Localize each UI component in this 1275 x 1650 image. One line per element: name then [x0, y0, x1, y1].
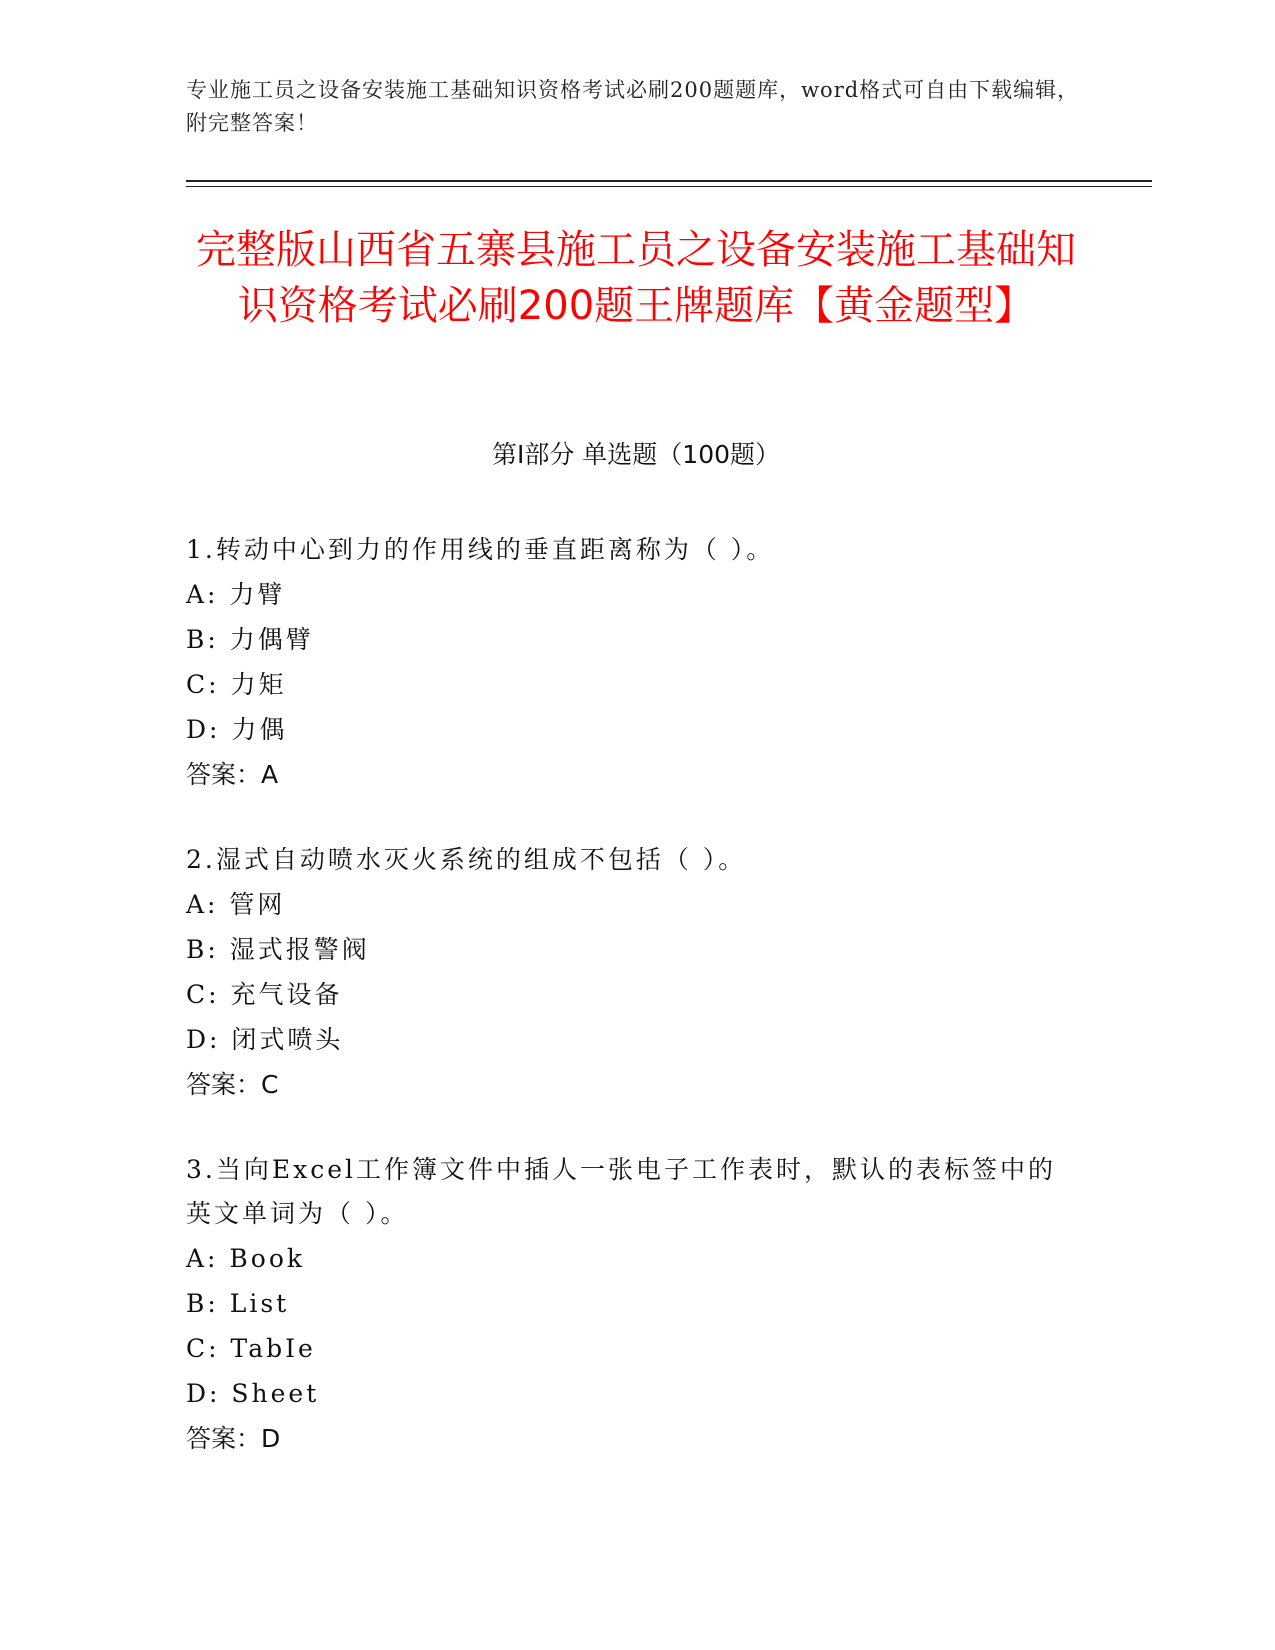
header-rule-thick [186, 180, 1152, 182]
question-3 [186, 1148, 1066, 1462]
option-d: D: Sheet [186, 1379, 320, 1408]
option-c: C: 充气设备 [186, 980, 343, 1009]
option-a: A: 管网 [186, 890, 286, 919]
document-title: 完整版山西省五寨县施工员之设备安装施工基础知识资格考试必刷200题王牌题库【黄金题型】 [196, 227, 1076, 329]
option-d: D: 闭式喷头 [186, 1025, 344, 1054]
section-heading: 第I部分 单选题（100题） [491, 440, 781, 469]
question-list [186, 528, 1066, 1502]
option-b: B: List [186, 1289, 290, 1318]
answer-line: 答案：A [186, 760, 279, 789]
answer-line: 答案：C [186, 1070, 279, 1099]
answer-line: 答案：D [186, 1424, 281, 1453]
question-stem: 1.转动中心到力的作用线的垂直距离称为（ ）。 [186, 535, 775, 564]
option-a: A: 力臂 [186, 580, 286, 609]
option-b: B: 湿式报警阀 [186, 935, 370, 964]
option-b: B: 力偶臂 [186, 625, 314, 654]
question-stem: 2.湿式自动喷水灭火系统的组成不包括（ ）。 [186, 845, 747, 874]
option-c: C: TabIe [186, 1334, 316, 1363]
option-a: A: Book [186, 1244, 306, 1273]
option-d: D: 力偶 [186, 715, 288, 744]
question-1 [186, 528, 1066, 798]
question-2 [186, 838, 1066, 1108]
question-stem: 3.当向Excel工作簿文件中插人一张电子工作表时，默认的表标签中的英文单词为（ ）。 [186, 1155, 1056, 1228]
header-note: 专业施工员之设备安装施工基础知识资格考试必刷200题题库，word格式可自由下载编辑，附完整答案！ [186, 78, 1080, 135]
header-rule-thin [186, 186, 1152, 187]
option-c: C: 力矩 [186, 670, 287, 699]
